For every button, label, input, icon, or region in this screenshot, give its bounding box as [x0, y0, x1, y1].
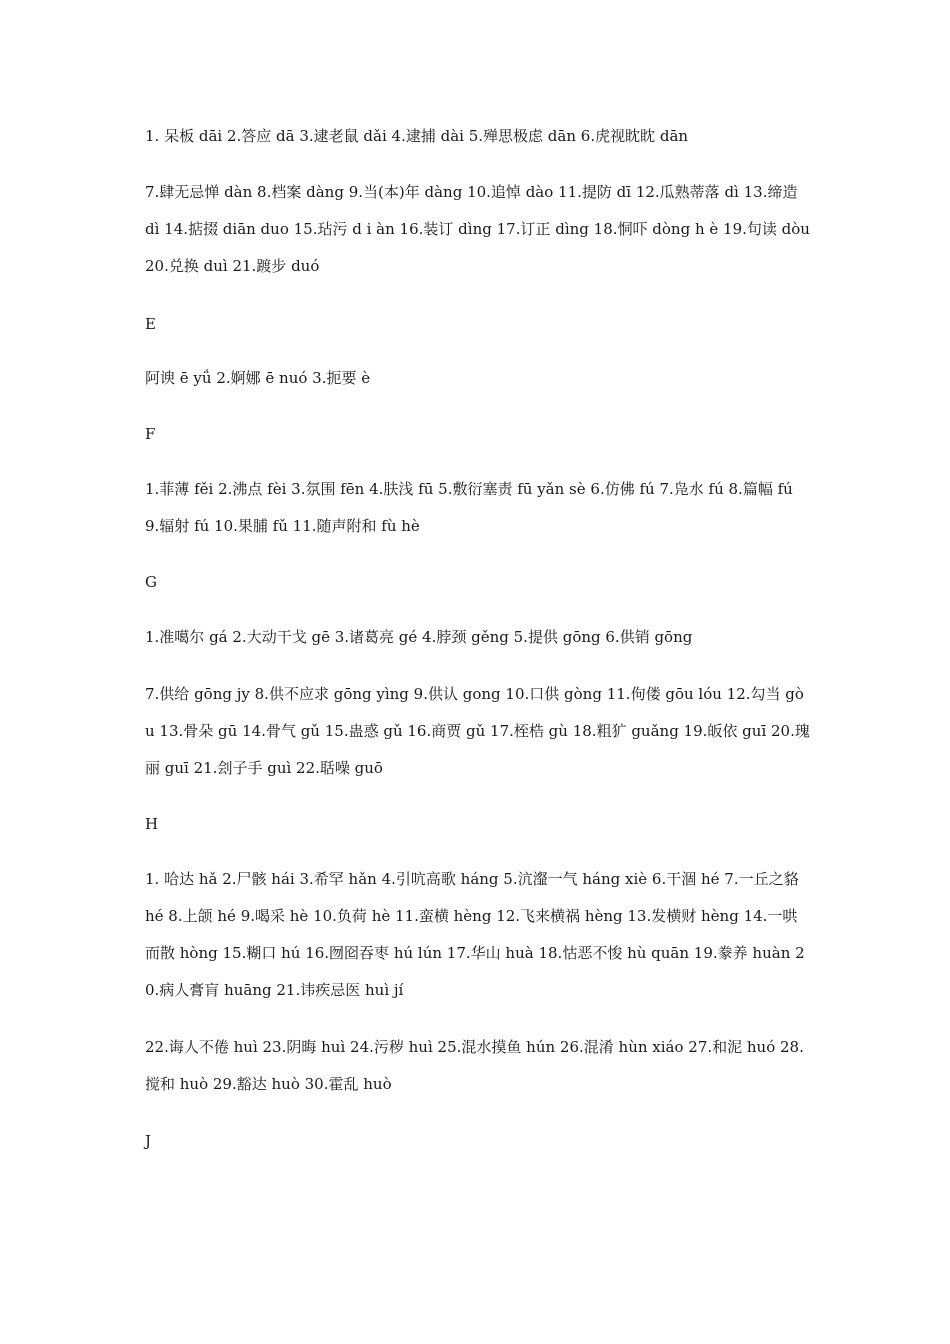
section-heading-e: E [145, 315, 156, 333]
paragraph-e: 阿谀 ē yǘ 2.婀娜 ē nuó 3.扼要 è [145, 369, 371, 387]
paragraph-d-part2: 7.肆无忌惮 dàn 8.档案 dàng 9.当(本)年 dàng 10.追悼 dào 11.提防 dī 12.瓜熟蒂落 dì 13.缔造 dì 14.掂掇 diān duo 15.玷污 d i àn 16.装订 dìng 17.订正 dìng 18.恫吓 dòng h è 19.句读 dòu 20.兑换 duì 21.踱步 duó [145, 183, 810, 275]
section-heading-h: H [145, 815, 159, 833]
section-heading-g: G [145, 573, 157, 591]
section-heading-j: J [145, 1132, 152, 1150]
section-heading-f: F [145, 425, 156, 443]
paragraph-g-part1: 1.准噶尔 gá 2.大动干戈 gē 3.诸葛亮 gé 4.脖颈 gěng 5.提供 gōng 6.供销 gōng [145, 628, 693, 646]
paragraph-f: 1.菲薄 fěi 2.沸点 fèi 3.氛围 fēn 4.肤浅 fū 5.敷衍塞责 fū yǎn sè 6.仿佛 fú 7.凫水 fú 8.篇幅 fú 9.辐射 fú 10.果脯 fǔ 11.随声附和 fù hè [145, 480, 793, 535]
paragraph-h-part2: 22.诲人不倦 huì 23.阴晦 huì 24.污秽 huì 25.混水摸鱼 hún 26.混淆 hùn xiáo 27.和泥 huó 28.搅和 huò 29.豁达 huò 30.霍乱 huò [145, 1038, 804, 1093]
paragraph-g-part2: 7.供给 gōng jy 8.供不应求 gōng yìng 9.供认 gong 10.口供 gòng 11.佝偻 gōu lóu 12.勾当 gòu 13.骨朵 gū 14.骨气 gǔ 15.蛊惑 gǔ 16.商贾 gǔ 17.桎梏 gù 18.粗犷 guǎng 19.皈依 guī 20.瑰丽 guī 21.刽子手 guì 22.聒噪 guō [145, 685, 810, 777]
paragraph-d-part1: 1. 呆板 dāi 2.答应 dā 3.逮老鼠 dǎi 4.逮捕 dài 5.殚思极虑 dān 6.虎视眈眈 dān [145, 127, 689, 145]
paragraph-h-part1: 1. 哈达 hǎ 2.尸骸 hái 3.希罕 hǎn 4.引吭高歌 háng 5.沆瀣一气 háng xiè 6.干涸 hé 7.一丘之貉 hé 8.上颌 hé 9.喝采 hè 10.负荷 hè 11.蛮横 hèng 12.飞来横祸 hèng 13.发横财 hèng 14.一哄而散 hòng 15.糊口 hú 16.囫囵吞枣 hú lún 17.华山 huà 18.怙恶不悛 hù quān 19.豢养 huàn 20.病人膏肓 huāng 21.讳疾忌医 huì jí [145, 870, 805, 999]
